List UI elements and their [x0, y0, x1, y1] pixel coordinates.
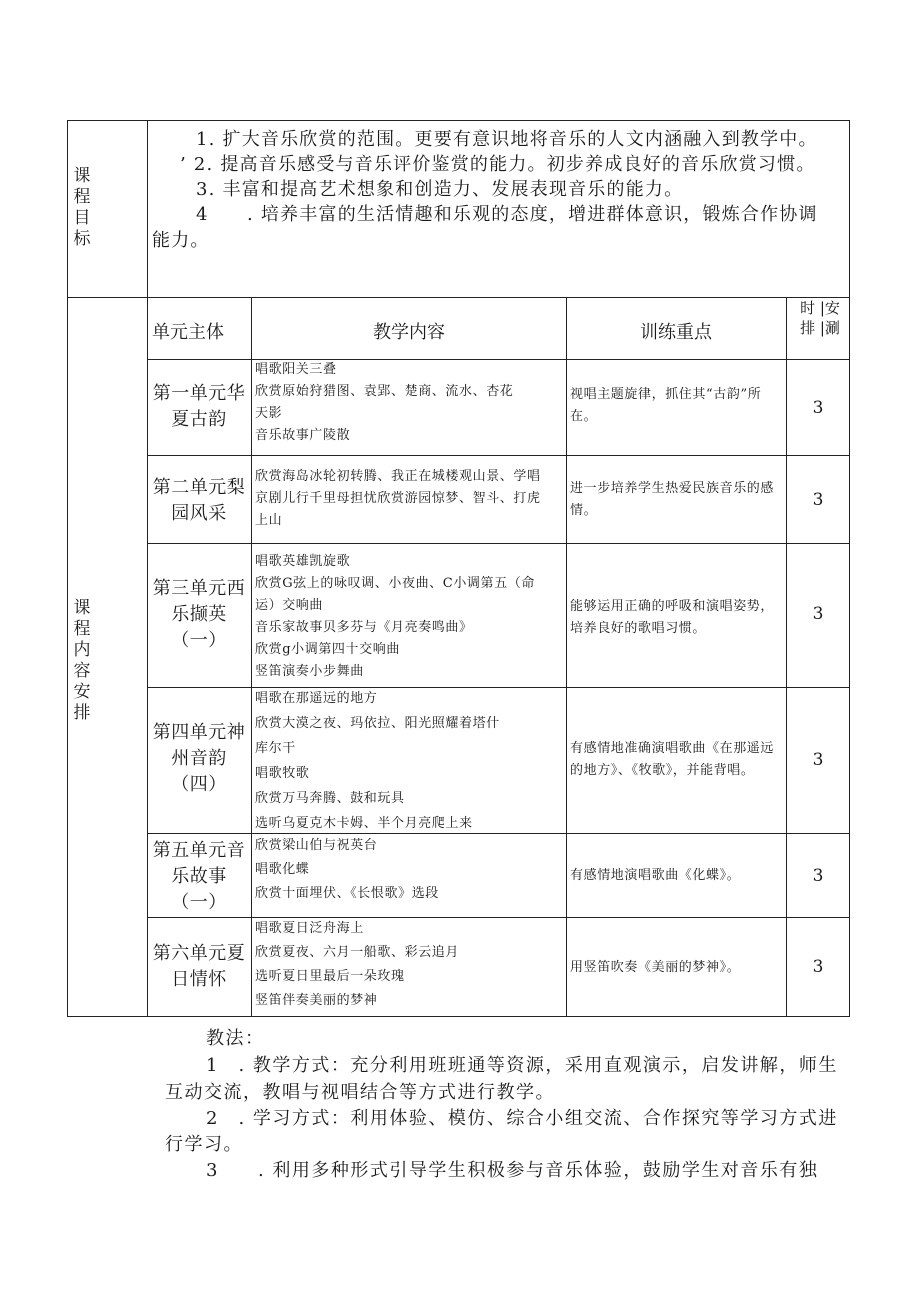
unit-focus: 视唱主题旋律，抓住其“古韵”所在。	[570, 387, 762, 424]
unit-content	[255, 688, 500, 835]
table-border-right	[849, 120, 850, 1017]
unit-content	[255, 359, 513, 447]
table-border-top	[67, 120, 850, 121]
unit-content	[255, 918, 459, 1012]
content-line: 唱歌英雄凯旋歌	[255, 554, 351, 569]
header-content: 教学内容	[373, 322, 445, 343]
unit-name: 第一单元华夏古韵	[152, 383, 246, 430]
goal-item: 1. 扩大音乐欣赏的范围。更要有意识地将音乐的人文内涵融入到教学中。	[196, 129, 818, 150]
unit-name: 第五单元音乐故事（一）	[152, 840, 246, 913]
content-line: 唱歌在那遥远的地方	[255, 691, 378, 706]
content-line: 选听夏日里最后一朵玫瑰	[255, 969, 405, 984]
goals-label: 课程目标	[73, 166, 91, 249]
unit-hours: 3	[812, 490, 824, 510]
unit-hours: 3	[812, 604, 824, 624]
content-line: 唱歌化蝶	[255, 862, 310, 877]
content-line: 唱歌夏日泛舟海上	[255, 921, 364, 936]
unit-focus: 进一步培养学生热爱民族音乐的感情。	[570, 481, 775, 518]
content-line: 欣赏海岛冰轮初转腾、我正在城楼观山景、学唱	[255, 469, 541, 484]
unit-content	[255, 835, 439, 905]
content-line: 欣赏十面埋伏、《长恨歌》选段	[255, 886, 439, 901]
goals-section-divider	[67, 297, 850, 298]
content-line: 音乐家故事贝多芬与《月亮奏鸣曲》	[255, 620, 473, 635]
content-line: 唱歌阳关三叠	[255, 362, 337, 377]
content-line: 欣赏大漠之夜、玛依拉、阳光照耀着塔什	[255, 716, 500, 731]
goal-item: 能力。	[152, 230, 210, 251]
content-line: 库尔干	[255, 741, 296, 756]
arrangement-label: 课程内容安排	[73, 598, 91, 723]
table-border-bottom	[67, 1016, 850, 1017]
unit-hours: 3	[812, 866, 824, 886]
unit-column-divider	[251, 297, 252, 1017]
content-line: 竖笛伴奏美丽的梦神	[255, 993, 378, 1008]
methods-line: 3 . 利用多种形式引导学生积极参与音乐体验，鼓励学生对音乐有独	[206, 1160, 819, 1181]
header-focus: 训练重点	[640, 322, 712, 343]
goal-item: ’ 2. 提高音乐感受与音乐评价鉴赏的能力。初步养成良好的音乐欣赏习惯。	[180, 154, 816, 175]
unit-name: 第二单元梨园风采	[152, 477, 246, 524]
unit-focus: 能够运用正确的呼吸和演唱姿势，培养良好的歌唱习惯。	[570, 599, 775, 636]
methods-line: 互动交流，教唱与视唱结合等方式进行教学。	[165, 1082, 555, 1103]
content-line: 欣赏G弦上的咏叹调、小夜曲、C小调第五（命	[255, 576, 535, 591]
header-unit: 单元主体	[152, 322, 224, 343]
content-line: 竖笛演奏小步舞曲	[255, 664, 364, 679]
unit-focus: 有感情地准确演唱歌曲《在那遥远的地方》、《牧歌》，并能背唱。	[570, 741, 775, 778]
content-line: 欣赏梁山伯与祝英台	[255, 838, 378, 853]
unit-content	[255, 551, 535, 683]
methods-title: 教法：	[206, 1028, 265, 1049]
content-line: 欣赏夏夜、六月一船歌、彩云追月	[255, 945, 460, 960]
unit-hours: 3	[812, 750, 824, 770]
content-line: 欣赏g小调第四十交响曲	[255, 642, 400, 657]
methods-line: 1 . 教学方式：充分利用班班通等资源，采用直观演示，启发讲解，师生	[206, 1055, 838, 1076]
content-line: 选听乌夏克木卡姆、半个月亮爬上来	[255, 816, 473, 831]
content-line: 唱歌牧歌	[255, 766, 310, 781]
label-column-divider	[147, 120, 148, 1017]
unit-focus: 有感情地演唱歌曲《化蝶》。	[570, 868, 741, 883]
unit-content	[255, 466, 541, 532]
unit-hours: 3	[812, 398, 824, 418]
content-line: 上山	[255, 513, 283, 528]
methods-line: 行学习。	[165, 1134, 243, 1155]
unit-name: 第三单元西乐撷英（一）	[152, 578, 246, 651]
content-line: 欣赏万马奔腾、鼓和玩具	[255, 791, 405, 806]
header-hours: 时 |安排 |涮	[800, 299, 840, 337]
content-line: 天影	[255, 406, 283, 421]
content-line: 欣赏原始狩猎图、袁郢、楚商、流水、杏花	[255, 384, 514, 399]
content-line: 京剧儿行千里母担忧欣赏游园惊梦、智斗、打虎	[255, 491, 541, 506]
unit-name: 第六单元夏日情怀	[152, 943, 246, 990]
unit-focus: 用竖笛吹奏《美丽的梦神》。	[570, 960, 741, 975]
content-line: 音乐故事广陵散	[255, 428, 351, 443]
unit-hours: 3	[812, 957, 824, 977]
row-divider	[147, 543, 850, 544]
unit-name: 第四单元神州音韵（四）	[152, 722, 246, 795]
table-border-left	[67, 120, 68, 1017]
row-divider	[147, 455, 850, 456]
goal-item: 4 . 培养丰富的生活情趣和乐观的态度，增进群体意识，锻炼合作协调	[196, 204, 818, 225]
row-divider	[147, 917, 850, 918]
focus-column-divider	[786, 297, 787, 1017]
content-line: 运）交响曲	[255, 598, 324, 613]
goal-item: 3. 丰富和提高艺术想象和创造力、发展表现音乐的能力。	[196, 179, 684, 200]
methods-line: 2 . 学习方式：利用体验、模仿、综合小组交流、合作探究等学习方式进	[206, 1108, 838, 1129]
content-column-divider	[566, 297, 567, 1017]
